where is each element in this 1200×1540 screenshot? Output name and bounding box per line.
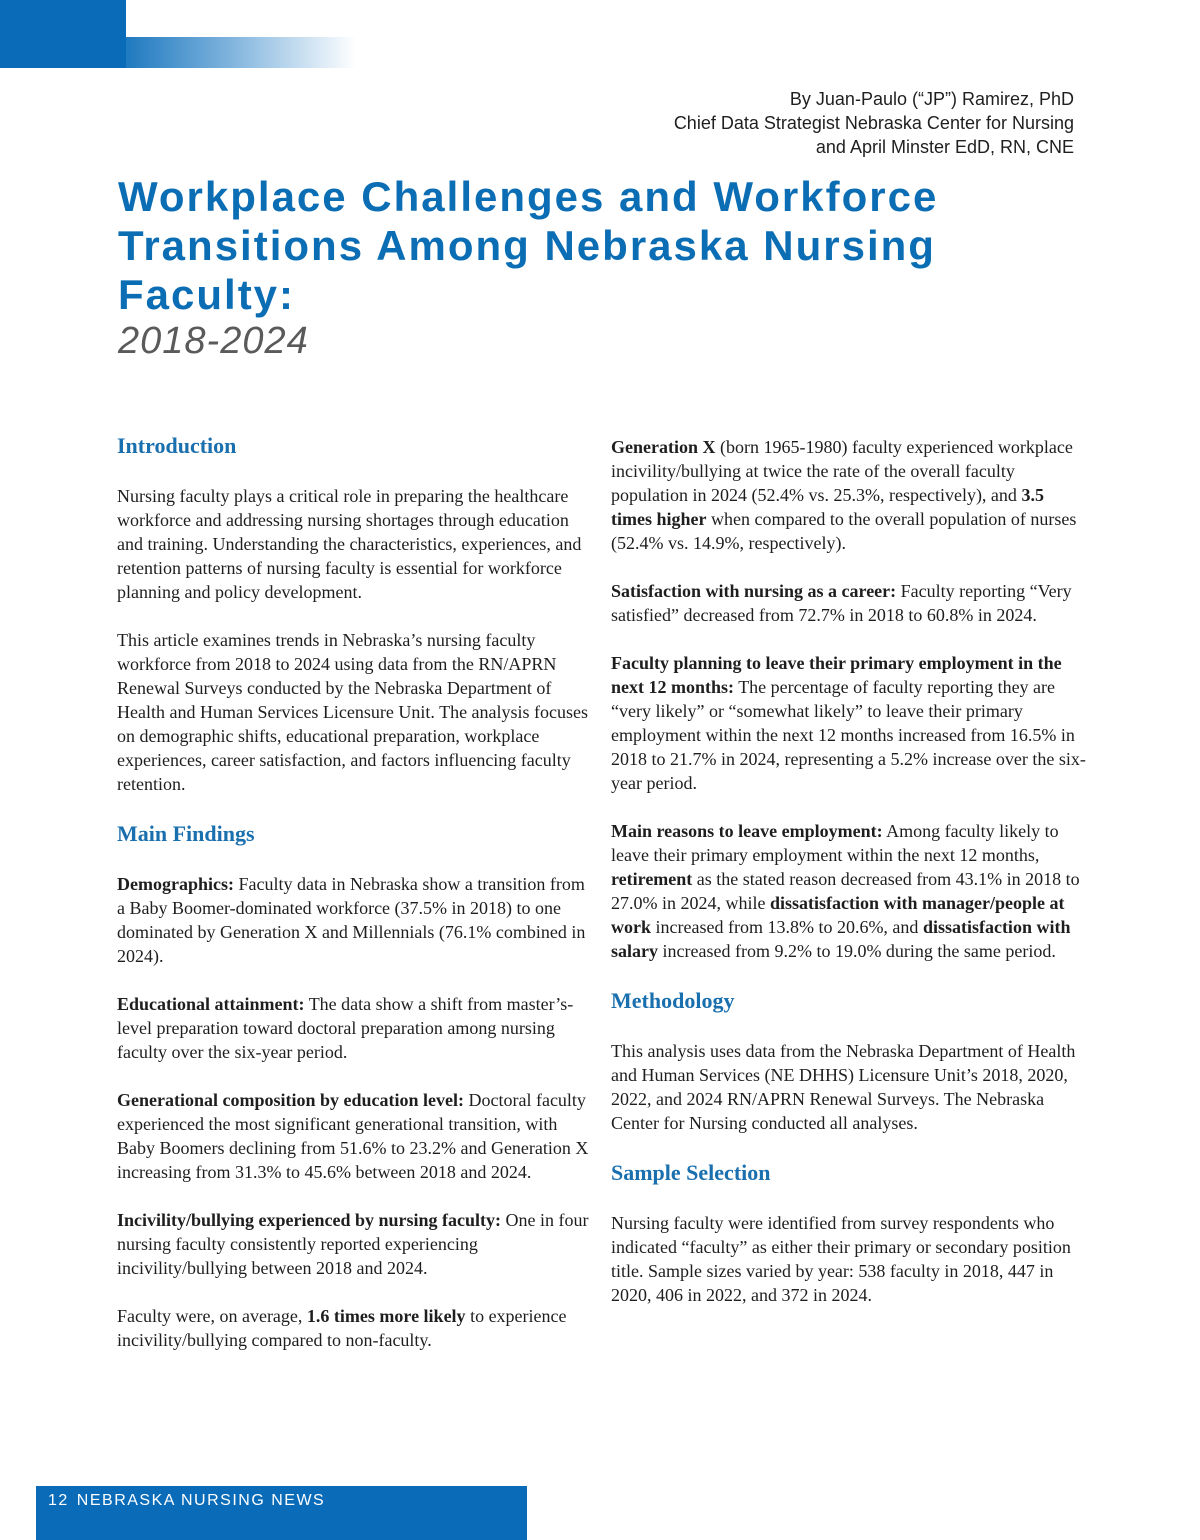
- footer-bar: [36, 1486, 527, 1540]
- likelihood-text-post: to experience incivility/bullying compared to non-faculty.: [117, 1306, 567, 1350]
- sample-selection-heading: Sample Selection: [611, 1160, 771, 1185]
- reasons-text-1: Among faculty likely to leave their primary employment within the next 12 months,: [611, 821, 1059, 865]
- left-column: [117, 432, 591, 1376]
- corner-accent-gradient: [126, 37, 356, 68]
- reasons-paragraph: [611, 819, 1086, 963]
- main-findings-heading: Main Findings: [117, 821, 255, 846]
- page-number: 12: [48, 1492, 69, 1509]
- planning-label: Faculty planning to leave their primary employment in the next 12 months:: [611, 653, 1062, 697]
- reasons-retirement: retirement: [611, 869, 693, 889]
- likelihood-text-pre: Faculty were, on average,: [117, 1306, 307, 1326]
- satisfaction-text: Faculty reporting “Very satisfied” decreased from 72.7% in 2018 to 60.8% in 2024.: [611, 581, 1072, 625]
- incivility-label: Incivility/bullying experienced by nursing faculty:: [117, 1210, 502, 1230]
- generational-label: Generational composition by education level:: [117, 1090, 464, 1110]
- methodology-heading: Methodology: [611, 988, 735, 1013]
- planning-text: The percentage of faculty reporting they are “very likely” or “somewhat likely” to leave their primary employment within the next 12 months increased from 16.5% in 2018 to 21.7% in 2024, representing a 5.2% increase over the six-year period.: [611, 677, 1086, 793]
- generational-paragraph: [117, 1088, 591, 1184]
- satisfaction-label: Satisfaction with nursing as a career:: [611, 581, 897, 601]
- incivility-paragraph: [117, 1208, 591, 1280]
- reasons-label: Main reasons to leave employment:: [611, 821, 883, 841]
- corner-accent-block: [0, 0, 126, 68]
- publication-name: NEBRASKA NURSING NEWS: [76, 1492, 326, 1509]
- sample-selection-paragraph: Nursing faculty were identified from survey respondents who indicated “faculty” as either their primary or secondary position title. Sample sizes varied by year: 538 faculty in 2018, 447 in 2020, 406 in 2022, and 372 in 2024.: [611, 1213, 1071, 1305]
- incivility-text: One in four nursing faculty consistently reported experiencing incivility/bullying between 2018 and 2024.: [117, 1210, 589, 1278]
- reasons-manager: dissatisfaction with manager/people at work: [611, 893, 1065, 937]
- generation-x-paragraph: [611, 435, 1086, 555]
- byline-line-1: By Juan-Paulo (“JP”) Ramirez, PhD: [789, 89, 1074, 109]
- generation-x-text-2: when compared to the overall population of nurses (52.4% vs. 14.9%, respectively).: [611, 509, 1077, 553]
- article-subtitle: 2018-2024: [118, 320, 309, 362]
- planning-paragraph: [611, 651, 1086, 795]
- reasons-text-3: increased from 13.8% to 20.6%, and: [651, 917, 923, 937]
- education-label: Educational attainment:: [117, 994, 305, 1014]
- demographics-text: Faculty data in Nebraska show a transition from a Baby Boomer-dominated workforce (37.5% in 2018) to one dominated by Generation X and Millennials (76.1% combined in 2024).: [117, 874, 586, 966]
- reasons-text-4: increased from 9.2% to 19.0% during the same period.: [658, 941, 1056, 961]
- demographics-label: Demographics:: [117, 874, 234, 894]
- introduction-paragraph-2: This article examines trends in Nebraska’s nursing faculty workforce from 2018 to 2024 using data from the RN/APRN Renewal Surveys conducted by the Nebraska Department of Health and Human Services Licensure Unit. The analysis focuses on demographic shifts, educational preparation, workplace experiences, career satisfaction, and factors influencing faculty retention.: [117, 630, 589, 794]
- methodology-paragraph: This analysis uses data from the Nebraska Department of Health and Human Services (NE DHHS) Licensure Unit’s 2018, 2020, 2022, and 2024 RN/APRN Renewal Surveys. The Nebraska Center for Nursing conducted all analyses.: [611, 1041, 1076, 1133]
- education-text: The data show a shift from master’s-level preparation toward doctoral preparation among nursing faculty over the six-year period.: [117, 994, 574, 1062]
- byline: [674, 87, 1074, 159]
- generation-x-text-1: (born 1965-1980) faculty experienced workplace incivility/bullying at twice the rate of the overall faculty population in 2024 (52.4% vs. 25.3%, respectively), and: [611, 437, 1073, 505]
- demographics-paragraph: [117, 872, 591, 968]
- generation-x-label: Generation X: [611, 437, 716, 457]
- likelihood-paragraph: [117, 1304, 591, 1352]
- likelihood-emphasis: 1.6 times more likely: [306, 1306, 466, 1326]
- introduction-heading: Introduction: [117, 433, 237, 458]
- satisfaction-paragraph: [611, 579, 1086, 627]
- education-paragraph: [117, 992, 591, 1064]
- article-title: Workplace Challenges and Workforce Transitions Among Nebraska Nursing Faculty:: [118, 173, 939, 318]
- byline-line-3: and April Minster EdD, RN, CNE: [815, 137, 1074, 157]
- reasons-salary: dissatisfaction with salary: [611, 917, 1071, 961]
- footer-text: [48, 1492, 325, 1510]
- right-column: [611, 435, 1086, 1331]
- byline-line-2: Chief Data Strategist Nebraska Center for Nursing: [673, 113, 1074, 133]
- introduction-paragraph-1: Nursing faculty plays a critical role in preparing the healthcare workforce and addressing nursing shortages through education and training. Understanding the characteristics, experiences, and retention patterns of nursing faculty is essential for workforce planning and policy development.: [117, 486, 582, 602]
- generational-text: Doctoral faculty experienced the most significant generational transition, with Baby Boomers declining from 51.6% to 23.2% and Generation X increasing from 31.3% to 45.6% between 2018 and 2024.: [117, 1090, 589, 1182]
- reasons-text-2: as the stated reason decreased from 43.1% in 2018 to 27.0% in 2024, while: [611, 869, 1080, 913]
- generation-x-emphasis: 3.5 times higher: [611, 485, 1044, 529]
